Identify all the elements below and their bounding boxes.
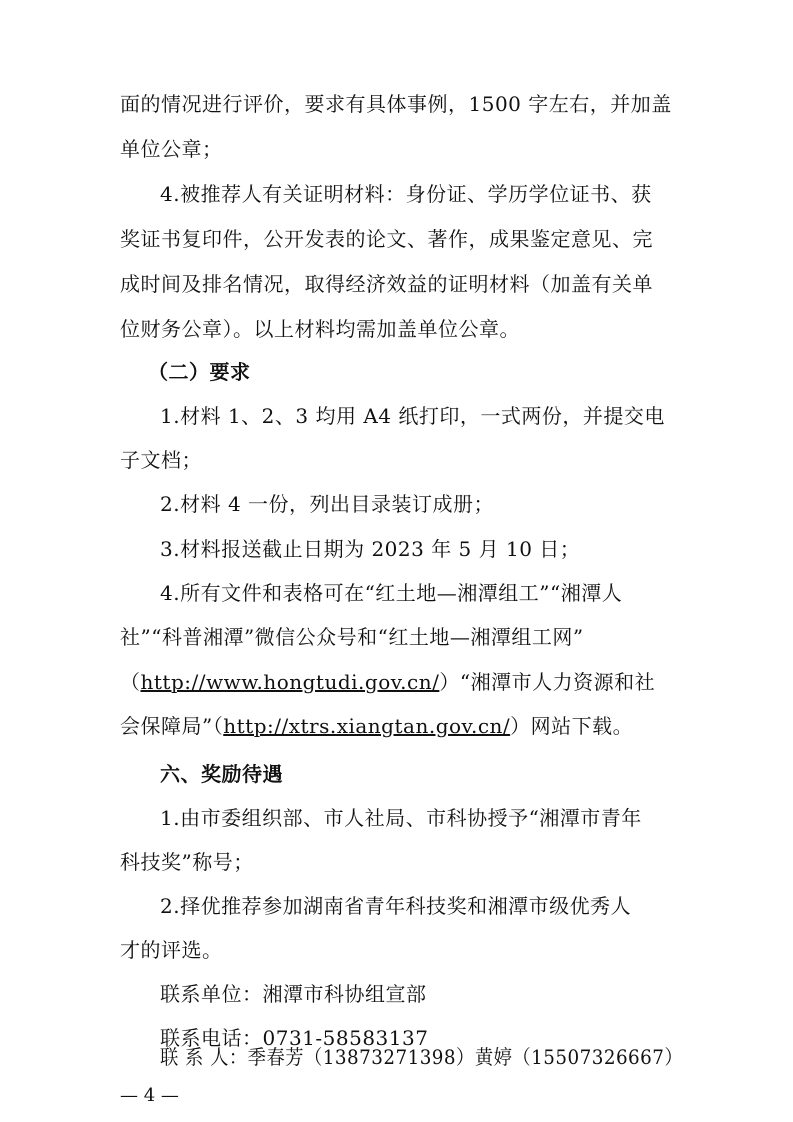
text-pre: 会保障局”（ [120,714,224,738]
requirement-3: 3.材料报送截止日期为 2023 年 5 月 10 日； [160,537,581,561]
xtrs-link[interactable]: http://xtrs.xiangtan.gov.cn/ [223,714,511,738]
page-number: — 4 — [120,1085,179,1106]
reward-1-line: 1.由市委组织部、市人社局、市科协授予“湘潭市青年 [160,806,642,830]
contact-unit: 联系单位：湘潭市科协组宣部 [160,982,427,1006]
paren-open: （ [120,670,141,694]
item-4-line: 4.被推荐人有关证明材料：身份证、学历学位证书、获 [160,182,652,206]
section-heading-requirements: （二）要求 [148,360,251,384]
requirement-4-line [120,670,655,694]
requirement-1-line: 子文档； [120,448,202,472]
requirement-4-line: 社”“科普湘潭”微信公众号和“红土地—湘潭组工网” [120,625,584,649]
requirement-1-line: 1.材料 1、2、3 均用 A4 纸打印，一式两份，并提交电 [160,404,665,428]
reward-2-line: 才的评选。 [120,938,223,962]
reward-2-line: 2.择优推荐参加湖南省青年科技奖和湘潭市级优秀人 [160,894,632,918]
requirement-2: 2.材料 4 一份，列出目录装订成册； [160,492,495,516]
text-rest: ）网站下载。 [510,714,634,738]
paragraph-line: 单位公章； [120,137,223,161]
item-4-line: 奖证书复印件，公开发表的论文、著作，成果鉴定意见、完 [120,227,653,251]
section-heading-rewards: 六、奖励待遇 [160,762,283,786]
requirement-4-line [120,714,633,738]
item-4-line: 位财务公章）。以上材料均需加盖单位公章。 [120,317,520,341]
paragraph-line: 面的情况进行评价，要求有具体事例，1500 字左右，并加盖 [120,92,672,116]
hongtudi-link[interactable]: http://www.hongtudi.gov.cn/ [140,670,440,694]
contact-phone: 联系电话：0731-58583137 [160,1026,429,1050]
reward-1-line: 科技奖”称号； [120,850,254,874]
requirement-4-line: 4.所有文件和表格可在“红土地—湘潭组工”“湘潭人 [160,581,623,605]
item-4-line: 成时间及排名情况，取得经济效益的证明材料（加盖有关单 [120,272,653,296]
contact-person: 联 系 人：季春芳（13873271398）黄婷（15507326667） [160,1045,684,1069]
paren-rest: ）“湘潭市人力资源和社 [439,670,656,694]
